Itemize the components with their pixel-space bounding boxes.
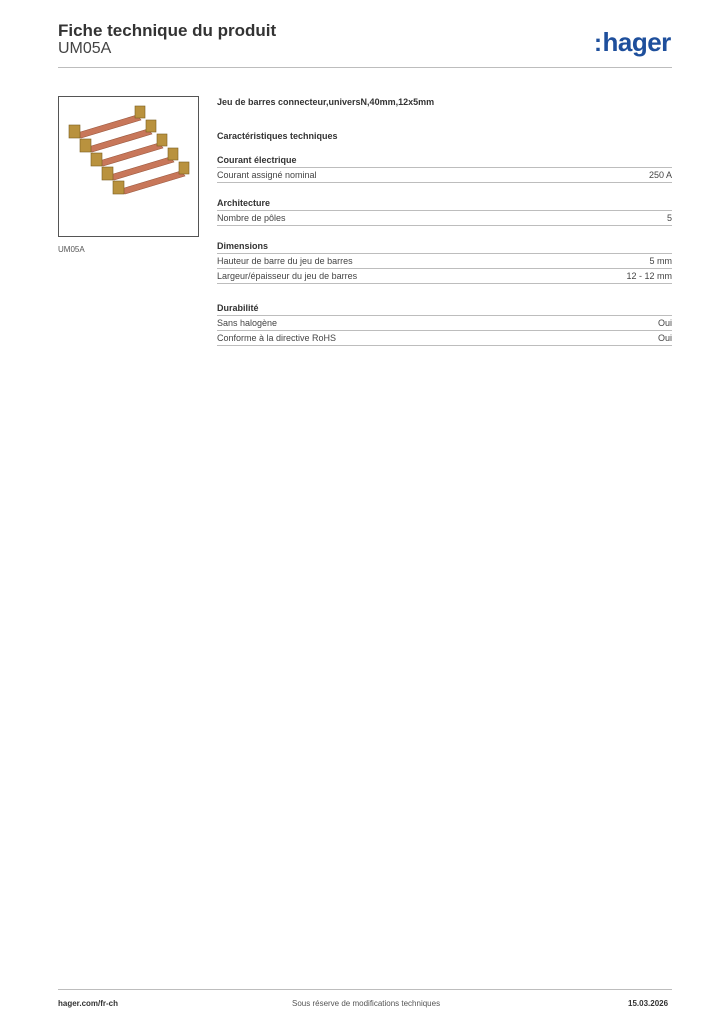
brass-terminal (91, 153, 102, 166)
brass-terminal (113, 181, 124, 194)
group-title: Durabilité (217, 302, 672, 316)
spec-group-electrical (217, 154, 672, 183)
brass-terminal (157, 134, 167, 146)
group-title: Architecture (217, 197, 672, 211)
page-title: Fiche technique du produit (58, 21, 277, 40)
spec-label: Nombre de pôles (217, 213, 286, 223)
brass-terminal (102, 167, 113, 180)
logo-text: hager (602, 27, 671, 57)
spec-value: 250 A (648, 170, 672, 180)
header-divider (58, 67, 672, 68)
spec-group-dimensions (217, 240, 672, 284)
hager-logo (594, 27, 671, 58)
spec-row (217, 331, 672, 346)
busbar-connector-image (59, 97, 198, 236)
brass-terminal (146, 120, 156, 132)
spec-value: Oui (657, 318, 672, 328)
spec-row (217, 254, 672, 269)
spec-row (217, 316, 672, 331)
spec-group-durability (217, 302, 672, 346)
footer-website: hager.com/fr-ch (58, 999, 119, 1008)
group-title: Dimensions (217, 240, 672, 254)
spec-row (217, 168, 672, 183)
footer-disclaimer: Sous réserve de modifications techniques (292, 999, 441, 1008)
group-title: Courant électrique (217, 154, 672, 168)
spec-group-architecture (217, 197, 672, 226)
spec-row (217, 211, 672, 226)
spec-row (217, 269, 672, 284)
brass-terminal (179, 162, 189, 174)
spec-label: Hauteur de barre du jeu de barres (217, 256, 353, 266)
spec-label: Courant assigné nominal (217, 170, 317, 180)
brass-terminal (168, 148, 178, 160)
footer-date: 15.03.2026 (628, 999, 669, 1008)
brass-terminal (135, 106, 145, 118)
image-caption: UM05A (58, 245, 85, 254)
spec-value: 5 (666, 213, 672, 223)
spec-value: Oui (657, 333, 672, 343)
product-image (58, 96, 199, 237)
spec-section (217, 96, 672, 346)
spec-label: Sans halogène (217, 318, 278, 328)
spec-value: 5 mm (649, 256, 672, 266)
footer-divider (58, 989, 672, 990)
product-description: Jeu de barres connecteur,universN,40mm,12x5mm (217, 97, 435, 107)
brass-terminal (69, 125, 80, 138)
brass-terminal (80, 139, 91, 152)
spec-value: 12 - 12 mm (626, 271, 672, 281)
spec-label: Conforme à la directive RoHS (217, 333, 337, 343)
logo-dots-icon: : (594, 30, 602, 57)
product-reference: UM05A (58, 40, 112, 57)
specs-heading: Caractéristiques techniques (217, 131, 338, 141)
spec-label: Largeur/épaisseur du jeu de barres (217, 271, 358, 281)
